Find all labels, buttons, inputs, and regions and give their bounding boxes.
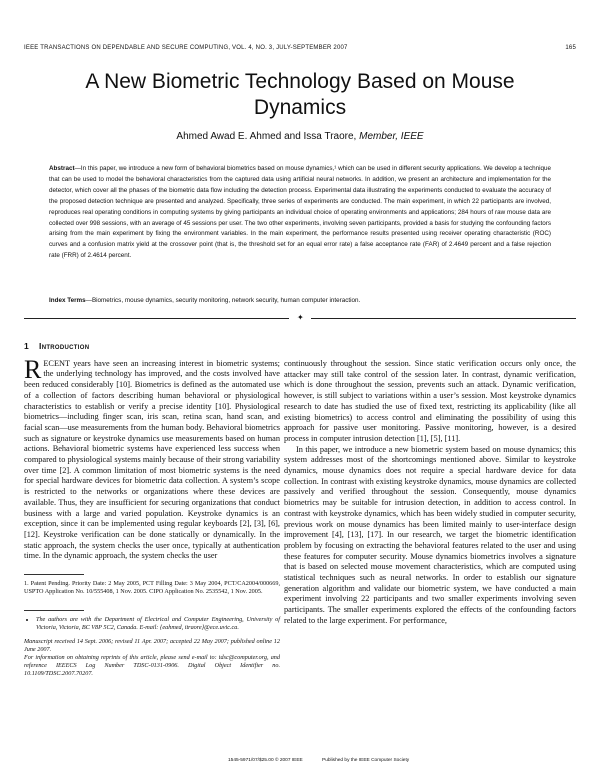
drop-cap: R: [24, 354, 42, 384]
right-column: [284, 359, 576, 627]
intro-paragraph: [24, 354, 280, 562]
section-divider: [24, 314, 576, 324]
footnote-rule-2: [24, 610, 84, 611]
running-header: [24, 45, 576, 55]
issn-line: 1545-5971/07/$25.00 © 2007 IEEE: [228, 758, 303, 763]
divider-line-right: [311, 318, 576, 319]
publisher-line: Published by the IEEE Computer Society: [322, 758, 410, 763]
right-paragraph-2: In this paper, we introduce a new biometric system based on mouse dynamics; this system addresses most of the shortcomings mentioned above. Similar to keystroke dynamics, mouse dynamics does not require a special hardware device for data collection. In contrast with existing keystroke dynamics, mouse dynamics are collected passively and verified throughout the session. Consequently, mouse dynamics biometrics may be suitable for intrusion detection, in addition to access control. In contrast with keystroke dynamics, which has been widely studied in computer security, previous work on mouse dynamics has been limited mainly to user-interface design improvement [4], [13], [17]. In our research, we target the biometric identification problem by focusing on extracting the behavioral features related to the user and using these features for computer security. Mouse dynamics biometrics involves a signature that is based on selected mouse movement characteristics, which are computed using statistical techniques such as neural networks. In order to establish our signature generation algorithm and validate our biometric system, we have conducted a main experiment involving 22 participants and two smaller experiments involving seven participants. The smaller experiments explored the effects of the confounding factors related to the large experiment. For performance,: [284, 444, 576, 625]
page-number: 165: [565, 45, 576, 51]
index-terms-text: —Biometrics, mouse dynamics, security monitoring, network security, human computer interaction.: [85, 297, 361, 304]
section-number: 1: [24, 341, 30, 351]
patent-footnote: 1. Patent Pending. Priority Date: 2 May 2005, PCT Filling Date: 3 May 2004, PCT/CA2004/000669, USPTO Application No. 10/555408, 1 Nov. 2005. CIPO Application No. 2535542, 1 Nov. 2005.: [24, 580, 280, 596]
section-title: Introduction: [39, 341, 90, 351]
affiliation-note: • The authors are with the Department of Electrical and Computer Engineering, University of Victoria, Victoria, BC V8P 5C2, Canada. E-mail: {eahmed, itraore}@ece.uvic.ca.: [36, 616, 280, 632]
index-terms-label: Index Terms: [49, 297, 86, 304]
journal-header: IEEE TRANSACTIONS ON DEPENDABLE AND SECURE COMPUTING, VOL. 4, NO. 3, JULY-SEPTEMBER 2007: [24, 45, 348, 51]
diamond-icon: ✦: [297, 313, 304, 322]
index-terms: [49, 296, 551, 306]
abstract: [49, 164, 551, 262]
paper-title: A New Biometric Technology Based on Mouse Dynamics: [85, 70, 515, 119]
authors-line: [40, 131, 560, 142]
affiliation-list: [24, 616, 280, 632]
manuscript-dates: Manuscript received 14 Sept. 2006; revised 11 Apr. 2007; accepted 22 May 2007; published online 12 June 2007.: [24, 638, 280, 654]
author-names: Ahmed Awad E. Ahmed and Issa Traore,: [176, 131, 360, 142]
reprints-info: For information on obtaining reprints of this article, please send e-mail to: tdsc@computer.org, and reference IEEECS Log Number TDSC-0131-0906. Digital Object Identifier no. 10.1109/TDSC.2007.70207.: [24, 654, 280, 678]
footnote-rule: [24, 574, 84, 575]
abstract-text: —In this paper, we introduce a new form of behavioral biometrics based on mouse dynamics,¹ which can be used in different security applications. We develop a technique that can be used to model the behavioral characteristics from the captured data using artificial neural networks. In addition, we present an architecture and implementation for the detector, which cover all the phases of the biometric data flow including the detection process. Experimental data illustrating the experiments conducted to evaluate the accuracy of the proposed detection technique are presented and analyzed. Specifically, three series of experiments are conducted. The main experiment, in which 22 participants are involved, reproduces real operating conditions in computing systems by giving participants an individual choice of operating environments and applications; 284 hours of raw mouse data are collected over 998 sessions, with an average of 45 sessions per user. The two other experiments, involving seven participants, provided a basis for studying the confounding factors arising from the main experiment by fixing the environment variables. In the main experiment, the performance results presented using receiver operating characteristic (ROC) curves and a confusion matrix yield at the crossover point (that is, the threshold set for an equal error rate) a false acceptance rate (FAR) of 2.4649 percent and a false rejection rate (FRR) of 2.4614 percent.: [49, 165, 551, 260]
divider-line-left: [24, 318, 289, 319]
first-word-rest: ECENT: [43, 358, 71, 368]
left-column: [24, 341, 280, 678]
section-heading: [24, 341, 280, 352]
intro-text: years have seen an increasing interest in biometric systems; the underlying technology has improved, and the costs involved have been reduced considerably [10]. Biometrics is defined as the automated use of a collection of factors describing human behavioral or physiological characteristics to establish or verify a precise identity [10]. Physiological biometrics—including finger scan, iris scan, retina scan, hand scan, and facial scan—use measurements from the human body. Behavioral biometrics such as signature or keystroke dynamics use measurements based on human actions. Behavioral biometric systems have experienced less success when compared to physiological systems mainly because of their strong variability over time [2]. A common limitation of most biometric systems is the need for special hardware devices for biometric data collection. A system’s scope is restricted to the networks or organizations where these devices are available. Thus, they are insufficient for securing organizations that conduct business with a large and varied population. Keystroke dynamics is an exception, since it can be implemented using regular keyboards [2], [3], [6], [12]. Keystroke verification can be done statically or dynamically. In the static approach, the system checks the user once, typically at authentication time. In the dynamic approach, the system checks the user: [24, 358, 280, 561]
right-paragraph-1: continuously throughout the session. Since static verification occurs only once, the attacker may still take control of the session later. In contrast, dynamic verification, which is done throughout the session, prevents such an attack. Dynamic verification, however, is still subject to variations within a user’s session. Most keystroke dynamics research to date has studied the use of fixed text, restricting its applicability (like all existing biometrics) to access control and eliminating the possibility of using this approach for passive user monitoring. Passive monitoring, however, is a desired process in computer intrusion detection [1], [5], [11].: [284, 359, 576, 443]
abstract-label: Abstract: [49, 165, 75, 172]
author-role: Member, IEEE: [359, 131, 424, 142]
